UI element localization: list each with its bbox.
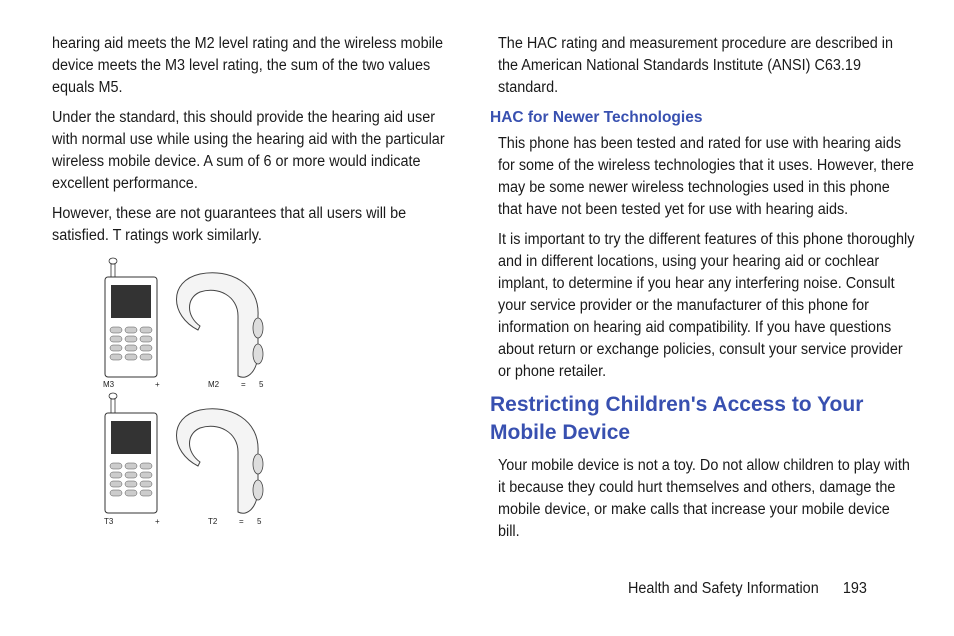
page-number: 193: [842, 580, 867, 597]
heading-hac-newer-technologies: HAC for Newer Technologies: [490, 109, 703, 126]
right-column: [490, 33, 915, 551]
label-equals-1: =: [241, 380, 246, 389]
paragraph-not-a-toy: Your mobile device is not a toy. Do not allow children to play with it because they could hurt themselves and others, damage the mobile device, or make calls that increase your mobile device bill.: [498, 457, 910, 540]
paragraph-ansi-standard: The HAC rating and measurement procedure are described in the American National Standards Institute (ANSI) C63.19 standard.: [498, 35, 894, 96]
label-aid-t2: T2: [208, 517, 218, 526]
footer-section-title: Health and Safety Information: [628, 580, 819, 597]
phone-illustration-m: [105, 258, 157, 377]
paragraph-try-features: It is important to try the different features of this phone thoroughly and in different locations, using your hearing aid or cochlear implant, to determine if you hear any interfering noise. Consult your service provider or the manufacturer of this phone for information on hearing aid compatibility. If you have questions about return or exchange policies, consult your service provider or phone retailer.: [498, 231, 915, 380]
paragraph-no-guarantee: However, these are not guarantees that all users will be satisfied. T ratings work similarly.: [52, 205, 407, 244]
hearing-aid-illustration-m: [177, 273, 264, 377]
label-aid-m2: M2: [208, 380, 220, 389]
paragraph-newer-technologies: This phone has been tested and rated for use with hearing aids for some of the wireless technologies that it uses. However, there may be some newer wireless technologies used in this phone that have not been tested yet for use with hearing aids.: [498, 135, 914, 218]
label-equals-2: =: [239, 517, 244, 526]
label-sum-m: 5: [259, 380, 264, 389]
label-phone-m3: M3: [103, 380, 115, 389]
hearing-aid-illustration-t: [177, 409, 264, 513]
phone-illustration-t: [105, 393, 157, 513]
left-column: [52, 33, 452, 255]
heading-restricting-childrens-access: Restricting Children's Access to Your Mobile Device: [490, 393, 864, 444]
hac-rating-illustration: [100, 256, 280, 532]
paragraph-m-rating-sum: hearing aid meets the M2 level rating and the wireless mobile device meets the M3 level rating, the sum of the two values equals M5.: [52, 35, 444, 96]
paragraph-standard-use: Under the standard, this should provide the hearing aid user with normal use while using the hearing aid with the particular wireless mobile device. A sum of 6 or more would indicate excellent performance.: [52, 109, 445, 192]
label-plus-1: +: [155, 380, 160, 389]
label-phone-t3: T3: [104, 517, 114, 526]
label-sum-t: 5: [257, 517, 262, 526]
page-footer: [628, 578, 867, 600]
label-plus-2: +: [155, 517, 160, 526]
